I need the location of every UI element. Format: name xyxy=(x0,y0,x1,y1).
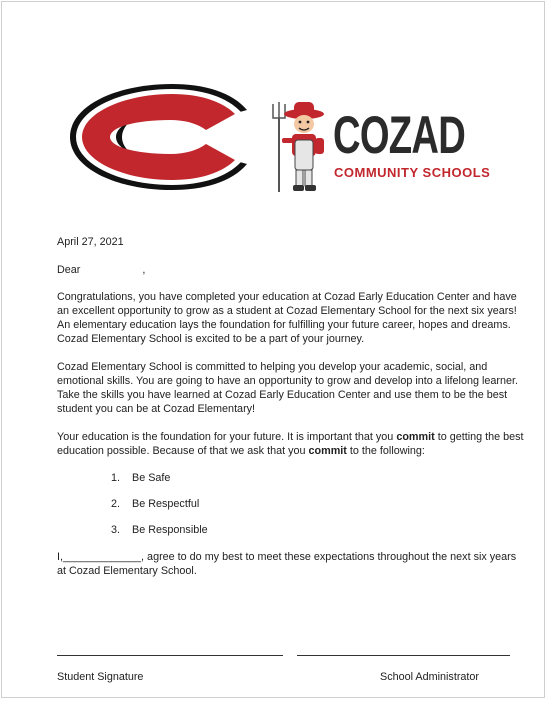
paragraph-foundation xyxy=(57,430,527,458)
letter-greeting xyxy=(57,263,527,277)
admin-signature-label: School Administrator xyxy=(380,671,480,683)
student-signature-label: Student Signature xyxy=(57,671,144,683)
p3-text-3: to the following: xyxy=(346,445,425,457)
list-item xyxy=(111,497,199,511)
list-number: 2. xyxy=(111,498,121,510)
paragraph-congratulations: Congratulations, you have completed your education at Cozad Early Education Center and have an excellent opportunity to grow as a student at Cozad Elementary School for the next six years! An elementary education lays the foundation for fulfilling your future career, hopes and dreams. Cozad Elementary School is excited to be a part of your journey. xyxy=(57,291,517,345)
p3-text-1: Your education is the foundation for your future. It is important that you xyxy=(57,431,397,443)
brand-name: COZAD xyxy=(333,106,466,165)
greeting-word: Dear xyxy=(57,264,81,276)
brand-subtitle: COMMUNITY SCHOOLS xyxy=(334,165,491,180)
student-signature-line xyxy=(57,655,283,656)
farmer-mascot-icon xyxy=(272,98,332,194)
paragraph-agreement: I,_____________, agree to do my best to meet these expectations throughout the next six years at Cozad Elementary School. xyxy=(57,551,517,577)
list-item xyxy=(111,471,170,485)
paragraph-commitment: Cozad Elementary School is committed to helping you develop your academic, social, and emotional skills. You are going to have an opportunity to grow and develop into a lifelong learner. Take the skills you have learned at Cozad Early Education Center and use them to be the best student you can be at Cozad Elementary! xyxy=(57,361,518,415)
list-text: Be Safe xyxy=(132,472,171,484)
greeting-punct: , xyxy=(142,264,146,276)
p3-text-2: to getting the best education possible. Because of that we ask that you xyxy=(57,431,524,457)
p3-bold-commit-2: commit xyxy=(308,445,347,457)
list-number: 3. xyxy=(111,524,121,536)
p3-bold-commit-1: commit xyxy=(396,431,435,443)
list-number: 1. xyxy=(111,472,121,484)
list-item xyxy=(111,523,208,537)
block-c-logo-icon xyxy=(64,82,254,192)
letter-date: April 27, 2021 xyxy=(57,236,124,248)
admin-signature-line xyxy=(297,655,510,656)
list-text: Be Responsible xyxy=(132,524,208,536)
list-text: Be Respectful xyxy=(132,498,200,510)
